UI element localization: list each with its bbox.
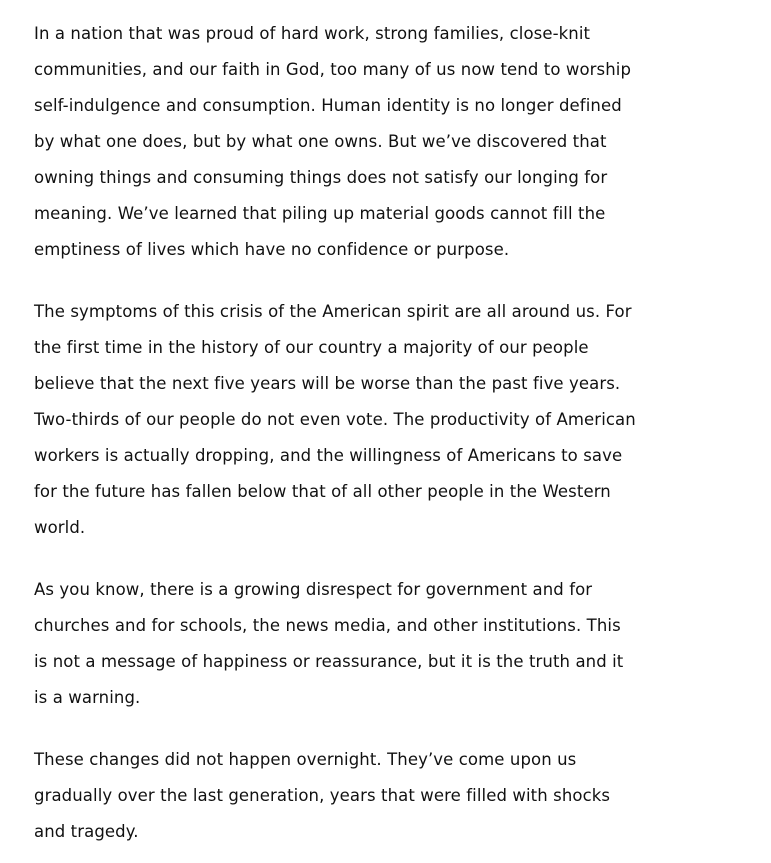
text-line: In a nation that was proud of hard work, strong families, close-knit — [34, 24, 591, 43]
text-line: for the future has fallen below that of all other people in the Western — [34, 482, 611, 501]
text-line: emptiness of lives which have no confidence or purpose. — [34, 240, 510, 259]
text-line: workers is actually dropping, and the willingness of Americans to save — [34, 446, 623, 465]
text-line: owning things and consuming things does not satisfy our longing for — [34, 168, 608, 187]
paragraph-3 — [34, 572, 747, 716]
text-line: by what one does, but by what one owns. But we’ve discovered that — [34, 132, 607, 151]
text-line: and tragedy. — [34, 822, 139, 841]
text-line: the first time in the history of our country a majority of our people — [34, 338, 589, 357]
text-line: gradually over the last generation, years that were filled with shocks — [34, 786, 611, 805]
text-line: These changes did not happen overnight. They’ve come upon us — [34, 750, 577, 769]
paragraph-4 — [34, 742, 747, 850]
text-line: meaning. We’ve learned that piling up material goods cannot fill the — [34, 204, 606, 223]
text-line: self-indulgence and consumption. Human identity is no longer defined — [34, 96, 622, 115]
text-line: The symptoms of this crisis of the American spirit are all around us. For — [34, 302, 632, 321]
text-line: communities, and our faith in God, too many of us now tend to worship — [34, 60, 632, 79]
text-line: world. — [34, 518, 86, 537]
text-line: is a warning. — [34, 688, 141, 707]
text-line: churches and for schools, the news media, and other institutions. This — [34, 616, 621, 635]
paragraph-2 — [34, 294, 747, 546]
text-line: Two-thirds of our people do not even vote. The productivity of American — [34, 410, 636, 429]
text-line: believe that the next five years will be worse than the past five years. — [34, 374, 621, 393]
text-line: As you know, there is a growing disrespect for government and for — [34, 580, 593, 599]
text-line: is not a message of happiness or reassurance, but it is the truth and it — [34, 652, 624, 671]
paragraph-1 — [34, 16, 747, 268]
